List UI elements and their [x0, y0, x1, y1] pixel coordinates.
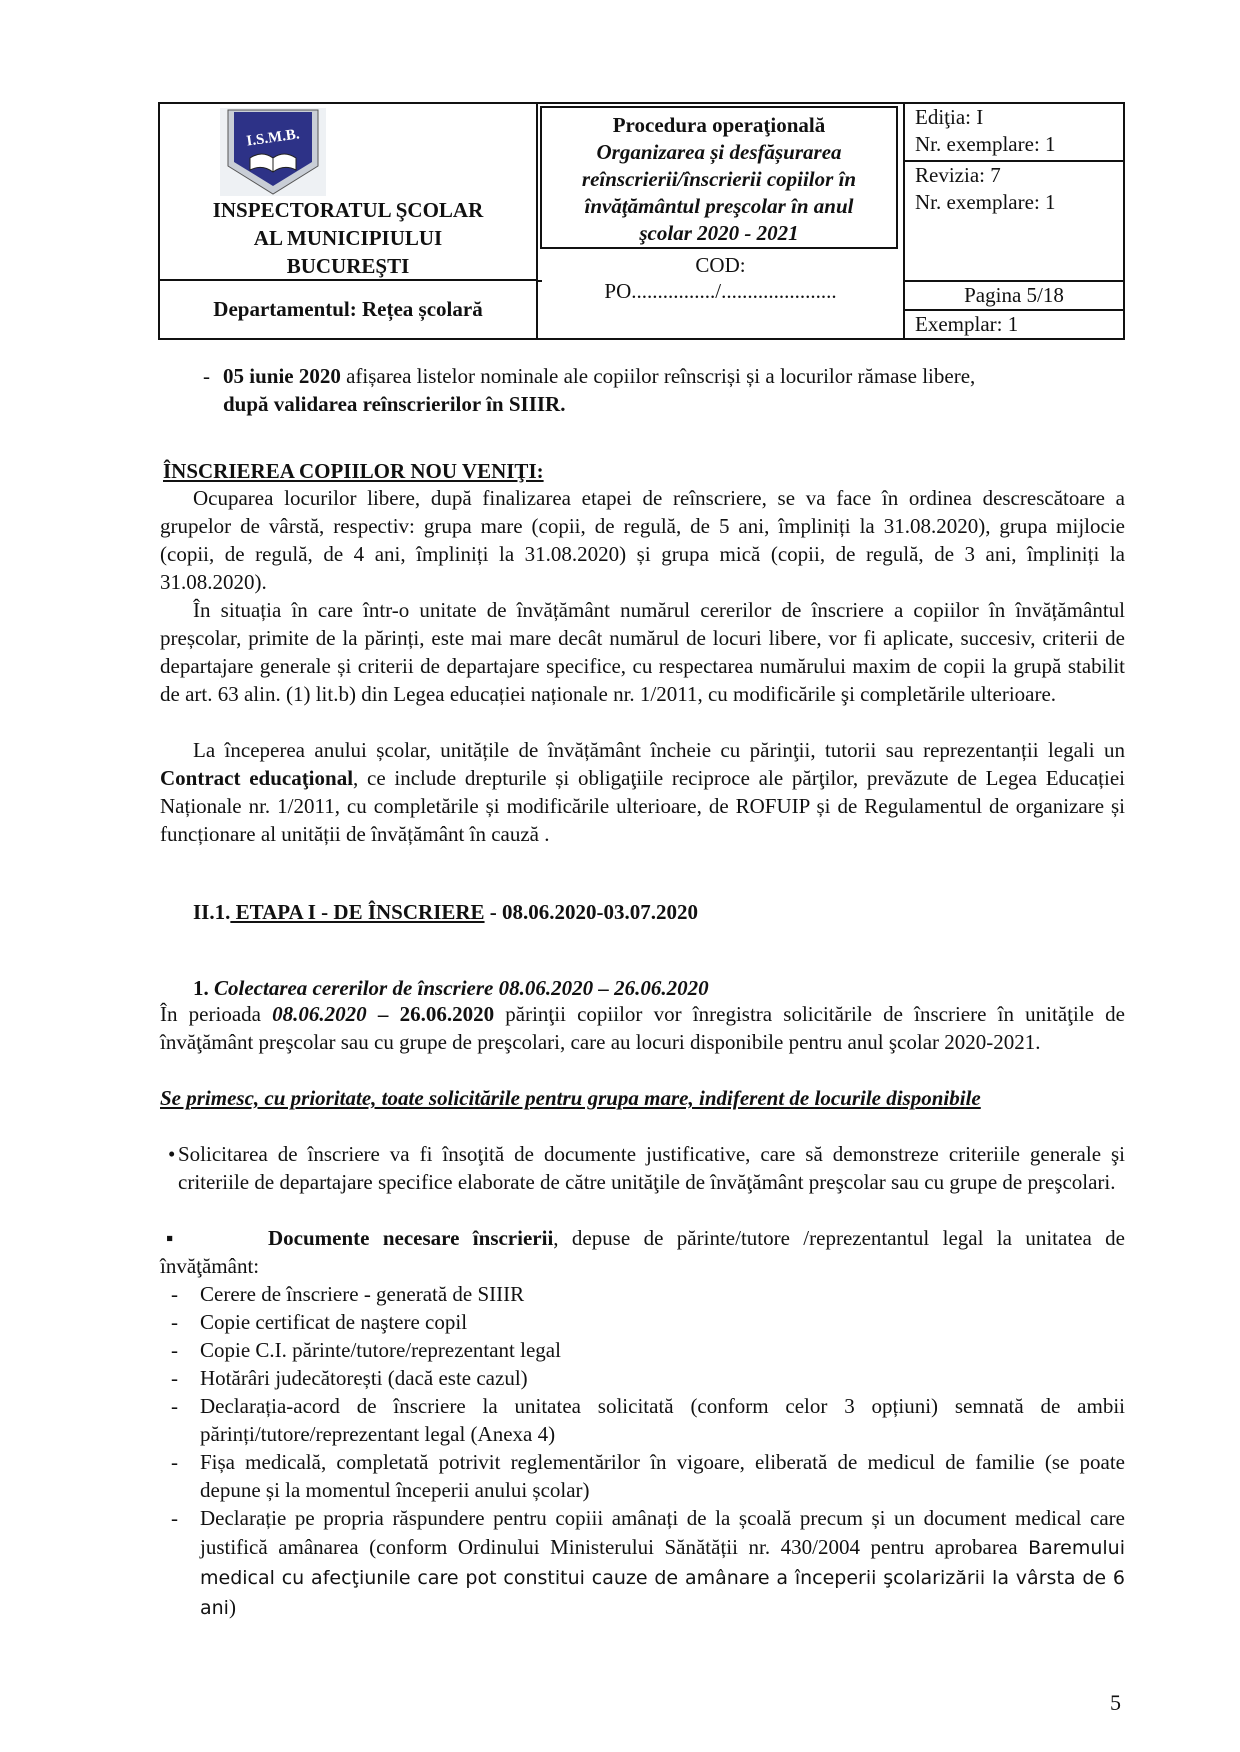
- text: Declarație pe propria răspundere pentru copiii amânați de la școală precum și un document medical care justifică amânarea (conform Ordinului Ministerului Sănătății nr. 430/2004 pentru aprobarea: [200, 1506, 1125, 1559]
- paragraph: [160, 736, 1125, 848]
- revision-cell: [905, 162, 1123, 282]
- dash-bullet: -: [171, 1282, 178, 1306]
- ismb-logo-icon: [220, 108, 326, 196]
- page-number: 5: [1110, 1690, 1121, 1715]
- subtitle-line: Organizarea și desfășurarea: [596, 140, 842, 164]
- list-item-text: Copie C.I. părinte/tutore/reprezentant legal: [200, 1338, 561, 1362]
- paragraph: [160, 1000, 1125, 1056]
- list-item-text: Hotărâri judecătorești (dacă este cazul): [200, 1366, 528, 1390]
- list-item-text: Copie certificat de naştere copil: [200, 1310, 468, 1334]
- dash-bullet: -: [171, 1506, 178, 1530]
- document-list-item: [160, 1280, 1125, 1308]
- dash-bullet: -: [171, 1394, 178, 1418]
- priority-note-text: Se primesc, cu prioritate, toate solicitările pentru grupa mare, indiferent de locurile disponibile: [160, 1086, 981, 1110]
- page-indicator: Pagina 5/18: [905, 282, 1123, 311]
- procedure-title: Procedura operaţională: [612, 113, 826, 137]
- header-middle-column: [538, 104, 903, 338]
- list-item-text: Solicitarea de înscriere va fi însoţită de documente justificative, care să demonstreze criteriile generale şi criteriile de departajare specifice elaborate de către unităţile de învăţământ preşcolar sau cu grupe de preşcolari.: [178, 1142, 1125, 1194]
- list-item-text: Fișa medicală, completată potrivit reglementărilor în vigoare, eliberată de medicul de familie (se poate depune și la momentul începerii anului școlar): [200, 1450, 1125, 1502]
- list-item: [160, 362, 1125, 418]
- document-header-table: [158, 102, 1125, 340]
- text: afișarea listelor nominale ale copiilor reînscriși și a locurilor rămase libere,: [340, 364, 976, 388]
- paragraph: În situația în care într-o unitate de învățământ numărul cererilor de înscriere a copiilor în învățământul preșcolar, primite de la părinți, este mai mare decât numărul de locuri libere, vor fi aplicate, succesiv, criterii de departajare generale și criterii de departajare specifice, cu respectarea numărului maxim de copii la grupă stabilit de art. 63 alin. (1) lit.b) din Legea educației naționale nr. 1/2011, cu modificările şi completările ulterioare.: [160, 598, 1125, 706]
- org-line: BUCUREŞTI: [286, 254, 410, 278]
- square-bullet: ▪: [166, 1226, 174, 1250]
- svg-text:I.S.M.B.: I.S.M.B.: [245, 126, 301, 150]
- text: Baremului medical cu afecţiunile care pot constitui cauze de amânare a începerii şcolarizării la vârsta de 6 ani: [200, 1537, 1125, 1619]
- logo-cell: [160, 104, 536, 281]
- list-item-text: Declarația-acord de înscriere la unitatea solicitată (conform celor 3 opțiuni) semnată de ambii părinți/tutore/reprezentant legal (Anexa 4): [200, 1394, 1125, 1446]
- subtitle-line: reînscrierii/înscrierii copiilor în: [581, 167, 857, 191]
- text: ): [228, 1595, 236, 1619]
- list-item-text: Cerere de înscriere - generată de SIIIR: [200, 1282, 525, 1306]
- stage-dates: - 08.06.2020-03.07.2020: [484, 900, 699, 924]
- list-item-text: [160, 1224, 1125, 1280]
- list-item: [160, 1224, 1125, 1280]
- copies-count: Nr. exemplare: 1: [915, 132, 1056, 156]
- department-name: Departamentul: Rețea școlară: [213, 297, 483, 321]
- section-heading: [163, 457, 1128, 485]
- document-list-item: [160, 1448, 1125, 1504]
- procedure-subtitle: [542, 139, 896, 247]
- text: La începerea anului școlar, unitățile de învățământ încheie cu părinţii, tutorii sau reprezentanții legali un: [193, 738, 1125, 762]
- step-number: 1.: [193, 976, 209, 1000]
- text: În perioada: [160, 1002, 273, 1026]
- dash-bullet: -: [171, 1450, 178, 1474]
- dash-bullet: -: [171, 1366, 178, 1390]
- document-list-item: [160, 1504, 1125, 1623]
- paragraph: Ocuparea locurilor libere, după finalizarea etapei de reînscriere, se va face în ordinea descrescătoare a grupelor de vârstă, respectiv: grupa mare (copii, de regulă, de 5 ani, împliniți la 31.08.2020), grupa mijlocie (copii, de regulă, de 4 ani, împliniți la 31.08.2020) și grupa mică (copii, de regulă, de 3 ani, împliniți la 31.08.2020).: [160, 486, 1125, 594]
- procedure-code: [538, 252, 903, 304]
- text: , ce include drepturile și obligaţiile reciproce ale părţilor, prevăzute de Legea Educației Naționale nr. 1/2011, cu completările și modificările ulterioare, de ROFUIP și de Regulamentul de organizare și funcționare al unității de învățământ în cauză .: [160, 766, 1125, 846]
- text-bold: Contract educaţional: [160, 766, 354, 790]
- header-left-column: [160, 104, 538, 338]
- list-item-text: [223, 362, 1125, 418]
- subtitle-line: învăţământul preşcolar în anul: [584, 194, 854, 218]
- document-list-item: [160, 1392, 1125, 1448]
- code-value: PO................/......................: [604, 279, 837, 303]
- org-line: INSPECTORATUL ŞCOLAR: [212, 198, 484, 222]
- text: –: [366, 1002, 400, 1026]
- priority-note: [160, 1084, 1125, 1112]
- document-list-item: [160, 1336, 1125, 1364]
- stage-title: ETAPA I - DE ÎNSCRIERE: [230, 900, 485, 924]
- text-bold: Documente necesare înscrierii: [268, 1226, 554, 1250]
- step-heading: [193, 974, 1158, 1002]
- org-line: AL MUNICIPIULUI: [253, 226, 443, 250]
- date: 05 iunie 2020: [223, 364, 341, 388]
- exemplar: Exemplar: 1: [915, 312, 1019, 336]
- dash-bullet: -: [203, 364, 210, 388]
- document-list-item: [160, 1308, 1125, 1336]
- code-label: COD:: [695, 253, 746, 277]
- subtitle-line: şcolar 2020 - 2021: [639, 221, 799, 245]
- procedure-box: [540, 106, 898, 249]
- document-list-item: [160, 1364, 1125, 1392]
- text: , depuse de părinte/tutore /reprezentantul legal la unitatea de învăţământ:: [160, 1226, 1125, 1278]
- text-bold: după validarea reînscrierilor în SIIIR.: [223, 392, 566, 416]
- bullet: •: [168, 1142, 176, 1166]
- dash-bullet: -: [171, 1310, 178, 1334]
- header-right-column: [903, 104, 1123, 338]
- edition-cell: [905, 104, 1123, 162]
- date: 26.06.2020: [399, 1002, 495, 1026]
- copies-count: Nr. exemplare: 1: [915, 190, 1056, 214]
- list-item-text: [200, 1504, 1125, 1623]
- revision: Revizia: 7: [915, 163, 1001, 187]
- list-item: [160, 1140, 1125, 1196]
- section-heading-text: ÎNSCRIEREA COPIILOR NOU VENIŢI:: [163, 459, 544, 483]
- organization-name: [160, 196, 536, 280]
- stage-number: II.1.: [193, 900, 231, 924]
- step-title: Colectarea cererilor de înscriere 08.06.2020 – 26.06.2020: [208, 976, 709, 1000]
- edition: Ediţia: I: [915, 105, 984, 129]
- dash-bullet: -: [171, 1338, 178, 1362]
- stage-heading: [193, 898, 1158, 926]
- text: părinţii copiilor vor înregistra solicitările de înscriere în unităţile de învăţământ preşcolar sau cu grupe de preşcolari, care au locuri disponibile pentru anul şcolar 2020-2021.: [160, 1002, 1125, 1054]
- date: 08.06.2020: [272, 1002, 367, 1026]
